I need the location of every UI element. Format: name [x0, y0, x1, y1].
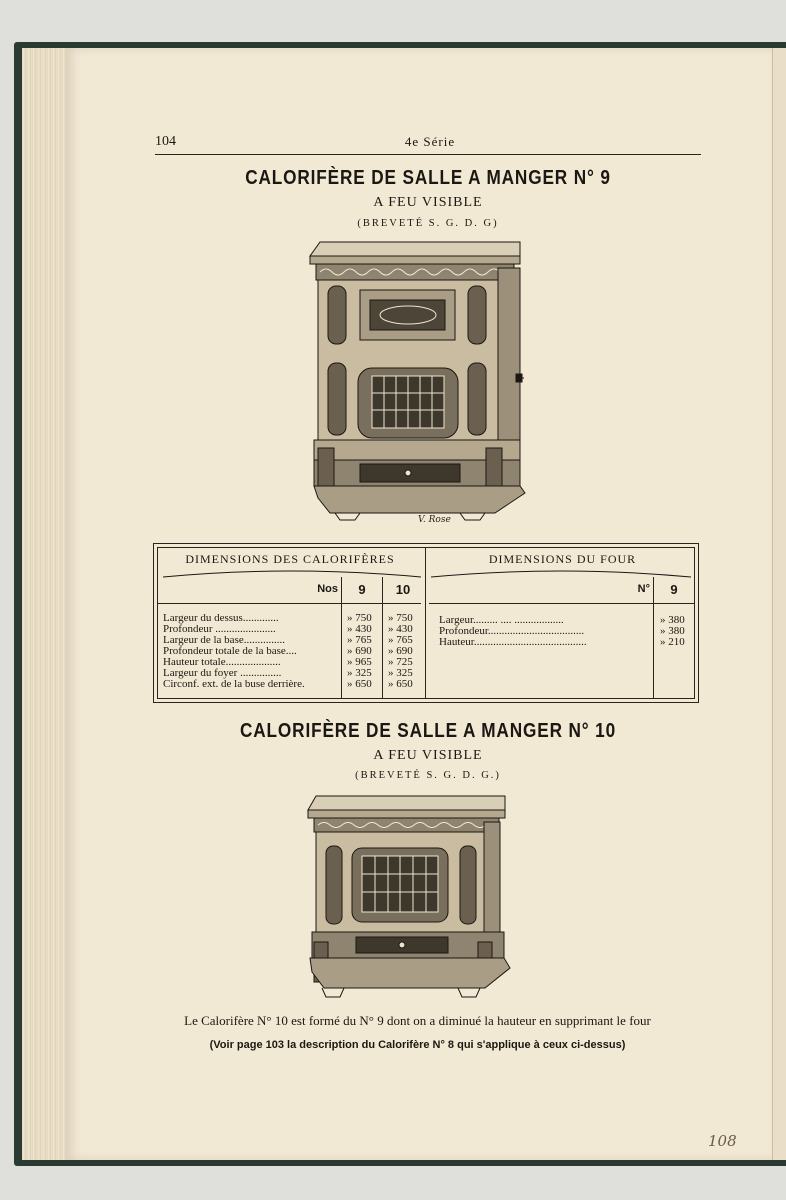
row-label: Hauteur totale.................... — [163, 656, 281, 668]
row-value-9: » 430 — [347, 623, 372, 635]
row-label: Largeur du dessus............. — [163, 612, 279, 624]
table-header-rule-left — [157, 603, 421, 604]
row-label: Profondeur totale de la base.... — [163, 645, 297, 657]
row-label: Circonf. ext. de la buse derrière. — [163, 678, 305, 690]
right-no-label: N° — [637, 583, 650, 595]
row-value-9: » 750 — [347, 612, 372, 624]
product-10-patent: (BREVETÉ S. G. D. G.) — [355, 770, 501, 781]
row-label: Largeur de la base............... — [163, 634, 285, 646]
row-value-9: » 325 — [347, 667, 372, 679]
row-value-9: » 690 — [347, 645, 372, 657]
product-10-subtitle: A FEU VISIBLE — [373, 748, 483, 763]
left-col-10: 10 — [395, 582, 411, 597]
row-value-10: » 325 — [388, 667, 413, 679]
row-value-9: » 210 — [660, 636, 685, 648]
right-table-header: DIMENSIONS DU FOUR — [488, 552, 637, 566]
series-label: 4e Série — [404, 134, 456, 149]
row-value-9: » 380 — [660, 625, 685, 637]
stove-10-illustration — [300, 792, 515, 1007]
next-page-edge — [772, 48, 786, 1160]
row-value-9: » 380 — [660, 614, 685, 626]
reference-note: (Voir page 103 la description du Calorifère N° 8 qui s'applique à ceux ci-dessus) — [209, 1039, 626, 1051]
row-value-10: » 765 — [388, 634, 413, 646]
engraver-signature: V. Rose — [418, 515, 451, 525]
page-edges — [22, 48, 66, 1160]
row-label: Largeur......... .... .................. — [439, 614, 564, 626]
product-9-patent: (BREVETÉ S. G. D. G) — [357, 218, 499, 229]
product-9-subtitle: A FEU VISIBLE — [373, 195, 483, 210]
left-nos-label: Nos — [317, 583, 338, 595]
header-rule — [155, 154, 701, 155]
product-9-title: CALORIFÈRE DE SALLE A MANGER N° 9 — [245, 167, 611, 189]
pencil-page-number: 108 — [708, 1132, 737, 1150]
row-label: Profondeur................................... — [439, 625, 585, 637]
row-value-9: » 765 — [347, 634, 372, 646]
row-value-9: » 650 — [347, 678, 372, 690]
row-value-9: » 965 — [347, 656, 372, 668]
row-label: Largeur du foyer ............... — [163, 667, 282, 679]
row-value-10: » 750 — [388, 612, 413, 624]
table-header-rule-right — [429, 603, 695, 604]
row-value-10: » 690 — [388, 645, 413, 657]
description-note: Le Calorifère N° 10 est formé du N° 9 dont on a diminué la hauteur en supprimant le four — [184, 1013, 651, 1028]
left-table-header: DIMENSIONS DES CALORIFÈRES — [185, 552, 395, 566]
row-label: Hauteur......................................... — [439, 636, 587, 648]
page-number: 104 — [155, 134, 176, 149]
stove-9-illustration — [300, 238, 550, 528]
row-value-10: » 430 — [388, 623, 413, 635]
row-value-10: » 650 — [388, 678, 413, 690]
row-value-10: » 725 — [388, 656, 413, 668]
right-col-9: 9 — [670, 582, 678, 597]
product-10-title: CALORIFÈRE DE SALLE A MANGER N° 10 — [239, 720, 617, 742]
row-label: Profondeur ...................... — [163, 623, 276, 635]
left-col-9: 9 — [358, 582, 366, 597]
